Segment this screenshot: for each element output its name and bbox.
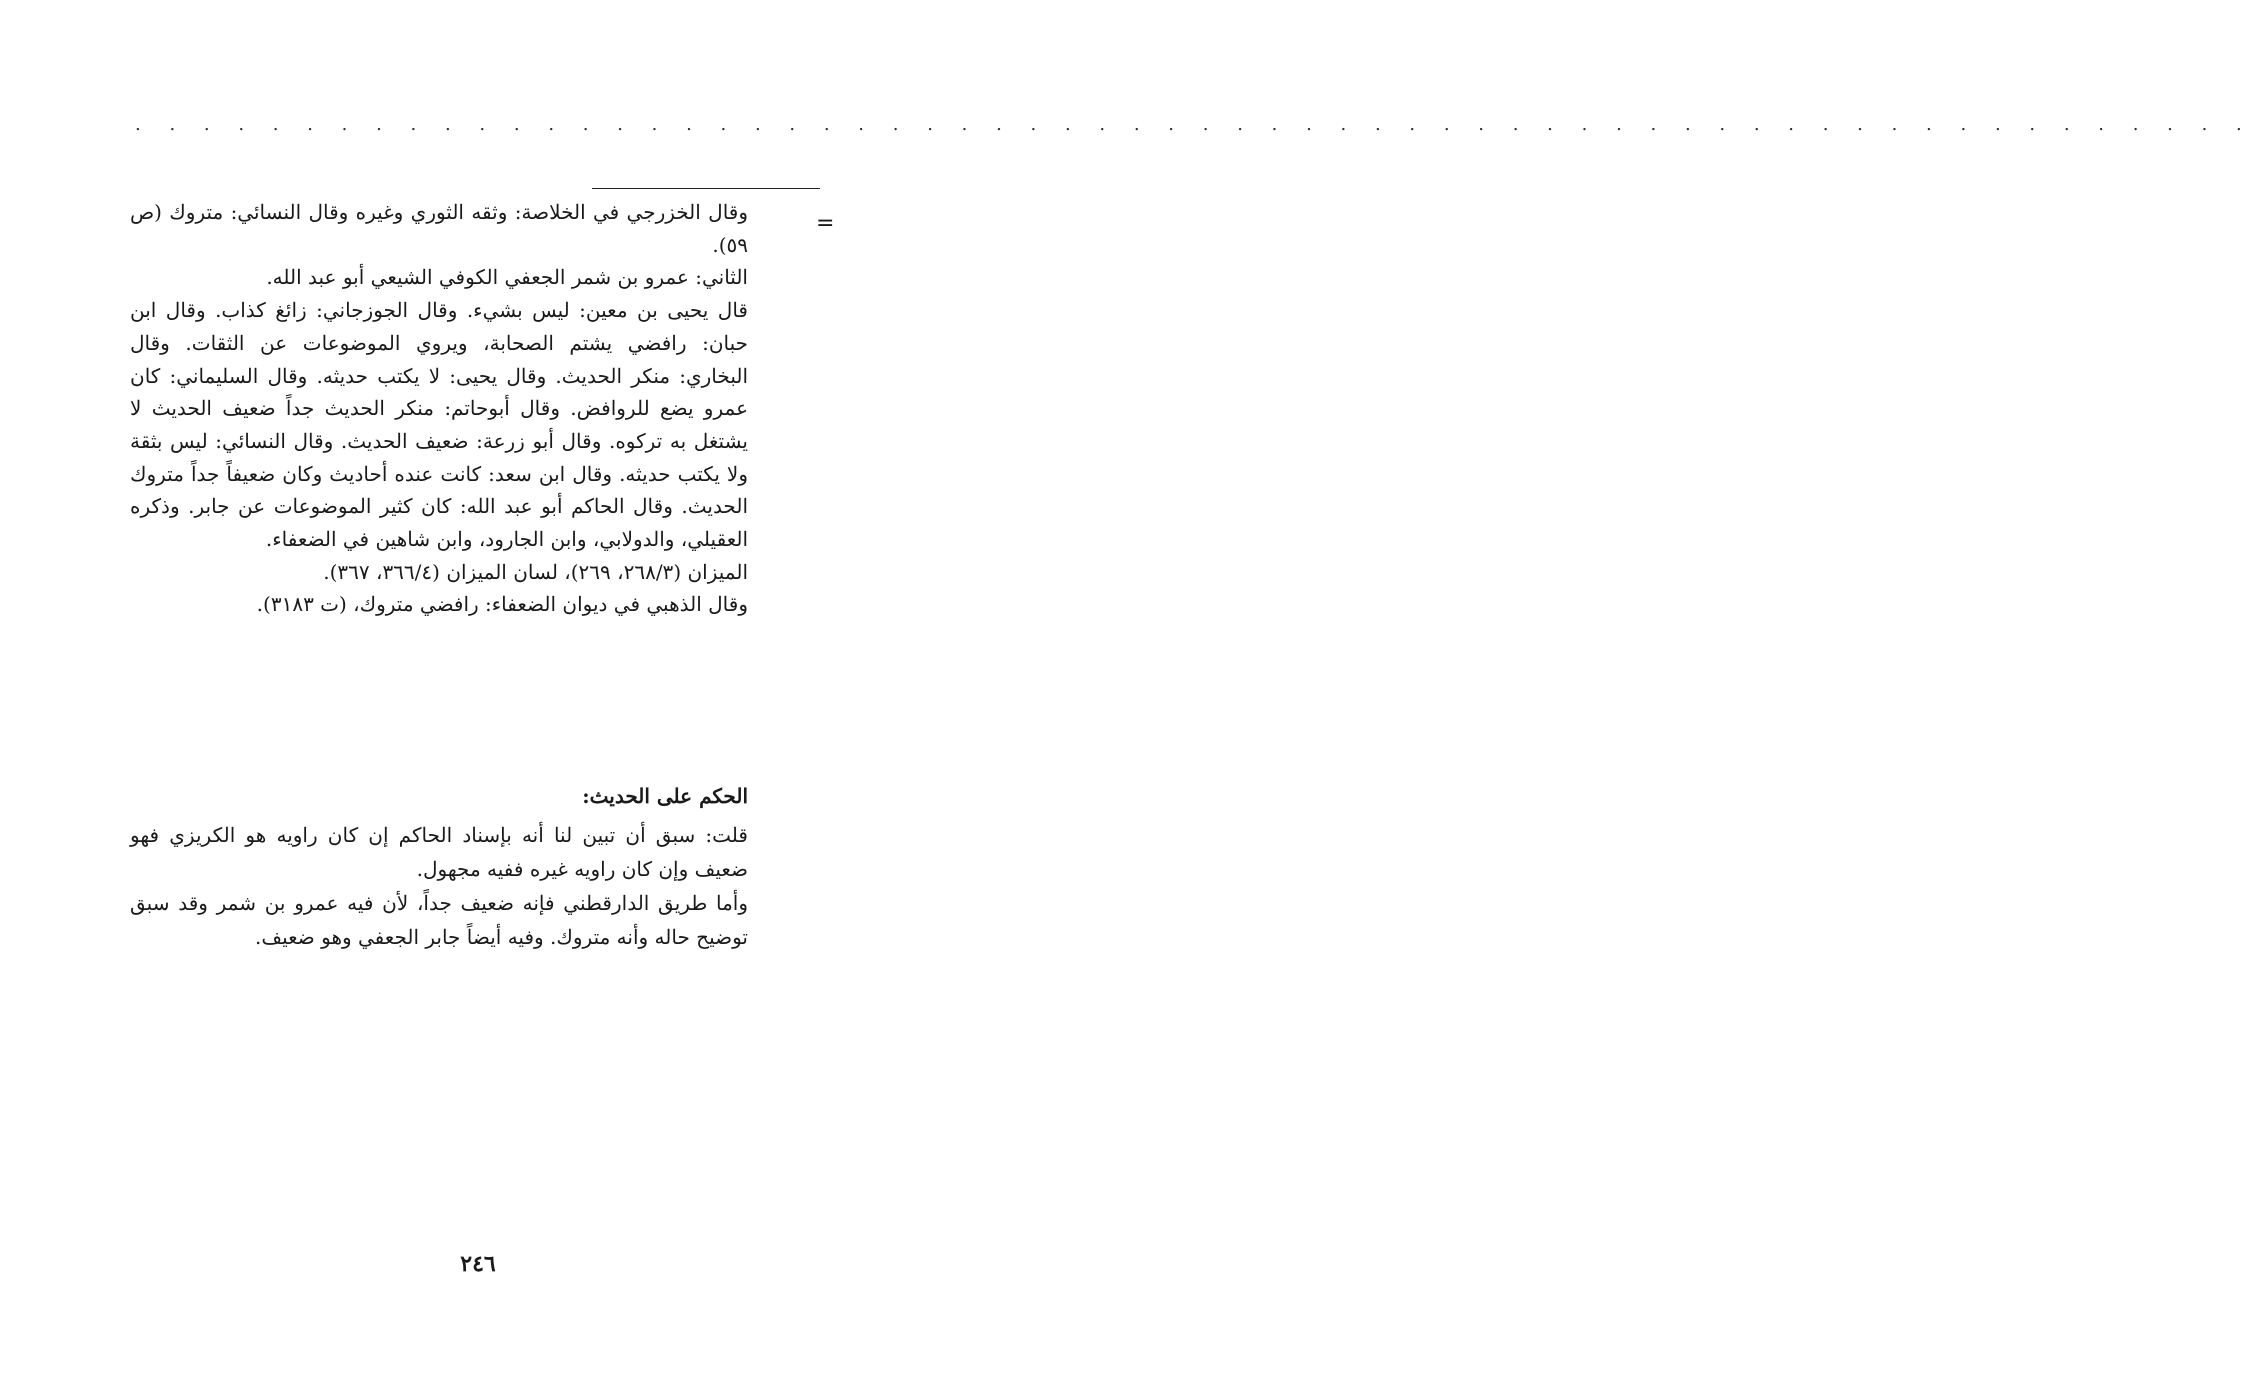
footnote-rule [592, 188, 820, 189]
footnote-paragraph: وقال الذهبي في ديوان الضعفاء: رافضي متروك، (ت ٣١٨٣). [256, 592, 748, 617]
footnote-paragraph: الثاني: عمرو بن شمر الجعفي الكوفي الشيعي أبو عبد الله. [266, 265, 748, 290]
judgment-paragraph: وأما طريق الدارقطني فإنه ضعيف جداً، لأن فيه عمرو بن شمر وقد سبق توضيح حاله وأنه متروك. وفيه أيضاً جابر الجعفي وهو ضعيف. [130, 891, 748, 949]
continuation-mark: = [816, 211, 835, 236]
dotted-separator: . . . . . . . . . . . . . . . . . . . . . . . . . . . . . . . . . . . . . . . . . . . . . . . . . . . . . . . . . . . . . . [135, 114, 2253, 135]
footnote-paragraph: الميزان (٢٦٨/٣، ٢٦٩)، لسان الميزان (٣٦٦/٤، ٣٦٧). [323, 559, 748, 584]
judgment-paragraph: قلت: سبق أن تبين لنا أنه بإسناد الحاكم إن كان راويه هو الكريزي فهو ضعيف وإن كان راويه غيره ففيه مجهول. [130, 823, 748, 881]
footnote-paragraph: قال يحيى بن معين: ليس بشيء. وقال الجوزجاني: زائغ كذاب. وقال ابن حبان: رافضي يشتم الصحابة، ويروي الموضوعات عن الثقات. وقال البخاري: منكر الحديث. وقال يحيى: لا يكتب حديثه. وقال السليماني: كان عمرو يضع للروافض. وقال أبوحاتم: منكر الحديث جداً ضعيف الحديث لا يشتغل به تركوه. وقال أبو زرعة: ضعيف الحديث. وقال النسائي: ليس بثقة ولا يكتب حديثه. وقال ابن سعد: كانت عنده أحاديث وكان ضعيفاً جداً متروك الحديث. وقال الحاكم أبو عبد الله: كان كثير الموضوعات عن جابر. وذكره العقيلي، والدولابي، وابن الجارود، وابن شاهين في الضعفاء. [130, 298, 748, 552]
judgment-block [130, 818, 748, 954]
footnote-paragraph: وقال الخزرجي في الخلاصة: وثقه الثوري وغيره وقال النسائي: متروك (ص ٥٩). [130, 200, 748, 257]
section-heading: الحكم على الحديث: [582, 784, 748, 808]
footnote-block [130, 196, 748, 621]
page-number: ٢٤٦ [460, 1251, 496, 1277]
